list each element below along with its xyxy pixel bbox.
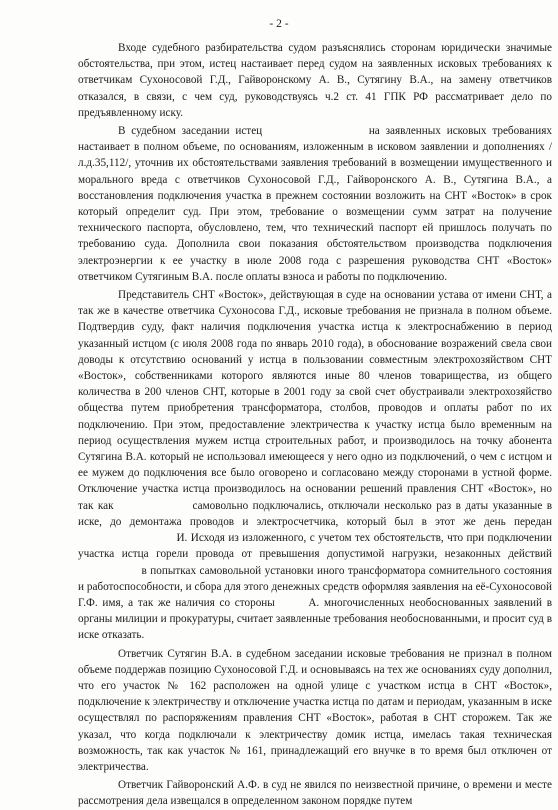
paragraph-text: в попытках самовольной установки иного трансформатора сомнительного состояния и работоспособности, и сбора для этого денежных средств оформляя заявления на её-Сухоносовой Г.Ф. имя, а так же наличия со стороны: [78, 564, 552, 609]
document-body: [78, 40, 552, 810]
paragraph-text: Входе судебного разбирательства судом разъяснялись сторонам юридически значимые обстоятельства, при этом, истец настаивает перед судом на заявленных исковых требованиях к ответчикам Сухоносовой Г.Д., Гайворонскому А. В., Сутягину В.А., на замену ответчиков отказался, в связи, с чем суд, руководствуясь ч.2 ст. 41 ГПК РФ рассматривает дело по предъявленному иску.: [78, 42, 552, 119]
paragraph-text: самовольно подключались, отключали несколько раз в даты указанные в иске, до демонтажа проводов и электросчетчика, который был в этот же день передан: [78, 499, 553, 528]
paragraph-plaintiff-position: [78, 123, 552, 285]
paragraph-text: И. Исходя из изложенного, с учетом тех обстоятельств, что при подключении участка истца горели провода от превышения допустимой нагрузки, незаконных действий: [78, 532, 552, 561]
paragraph-snt-representative: [78, 287, 552, 643]
paragraph-sutyagin-position: [78, 646, 552, 776]
paragraph-text: Представитель СНТ «Восток», действующая в суде на основании устава от имени СНТ, а так же в качестве ответчика Сухоносова Г.Д., исковые требования не признала в полном объеме. Подтвердив суду, факт наличия подключения участка истца к электроснабжению в период указанный истцом (с июля 2008 года по январь 2010 года), в обоснование возражений свела свои доводы к отсутствию оснований у истца в пользовании совместным электрохозяйством СНТ «Восток», собственниками которого являются иные 80 членов товарищества, из общего количества в 200 членов СНТ, которые в 2001 году за свой счет обустраивали электрохозяйство общества путем приобретения трансформатора, столбов, проводов и оплаты работ по их подключению. При этом, предоставление электричества к участку истца было временным на период осуществления мужем истца строительных работ, и производилось на точку абонента Сутягина В.А. который не использовал имеющееся у него одно из подключений, о чем с истцом и ее мужем до подключения все было оговорено и согласовано между сторонами в устной форме. Отключение участка истца производилось на основании решений правления СНТ «Восток», но так как: [78, 289, 552, 512]
paragraph-text: на заявленных исковых требованиях настаивает в полном объеме, по основаниям, изложенным в исковом заявлении и дополнениях /л.д.35,112/, уточнив их обстоятельствами заявления требований в возмещении имущественного и морального вреда с ответчиков Сухоносовой Г.Д., Гайворонского А. В., Сутягина В.А., а восстановления подключения участка в прежнем состоянии возложить на СНТ «Восток» в срок который определит суд. При этом, требование о возмещении сумм затрат на получение технического паспорта, обусловлено, тем, что технический паспорт ей пришлось получать по требованию суда. Дополнила свои показания обстоятельством производства подключения электроэнергии к ее участку в июле 2008 года с разрешения руководства СНТ «Восток» ответчиком Сутягиным В.А. после оплаты взноса и работы по подключению.: [78, 125, 553, 283]
paragraph-gaivoronsky-absence: [78, 777, 552, 809]
paragraph-text: А. многочисленных необоснованных заявлений в органы милиции и прокуратуры, считает заявленные требования необоснованными, и просит суд в иске отказать.: [78, 596, 553, 642]
paragraph-text: В судебном заседании истец: [118, 125, 263, 138]
paragraph-text: Ответчик Сутягин В.А. в судебном заседании исковые требования не признал в полном объеме поддержав позицию Сухоносовой Г.Д. и основываясь на тех же основаниях суду дополнил, что его участок № 162 расположен на одной улице с участком истца в СНТ «Восток», подключение к электричеству и отключение участка истца по датам и периодам, указанным в иске осуществлял по распоряжениям правления СНТ «Восток», работая в СНТ сторожем. Так же указал, что когда подключали к электричеству домик истца, имелась такая техническая возможность, так как участок № 161, принадлежащий его внучке в то время был отключен от электричества.: [78, 647, 552, 773]
page-number: - 2 -: [269, 18, 289, 30]
paragraph-clarified-circumstances: [78, 40, 552, 121]
paragraph-text: Ответчик Гайворонский А.Ф. в суд не явился по неизвестной причине, о времени и месте рассмотрения дела извещался в определенном законом порядке путем: [78, 779, 552, 808]
